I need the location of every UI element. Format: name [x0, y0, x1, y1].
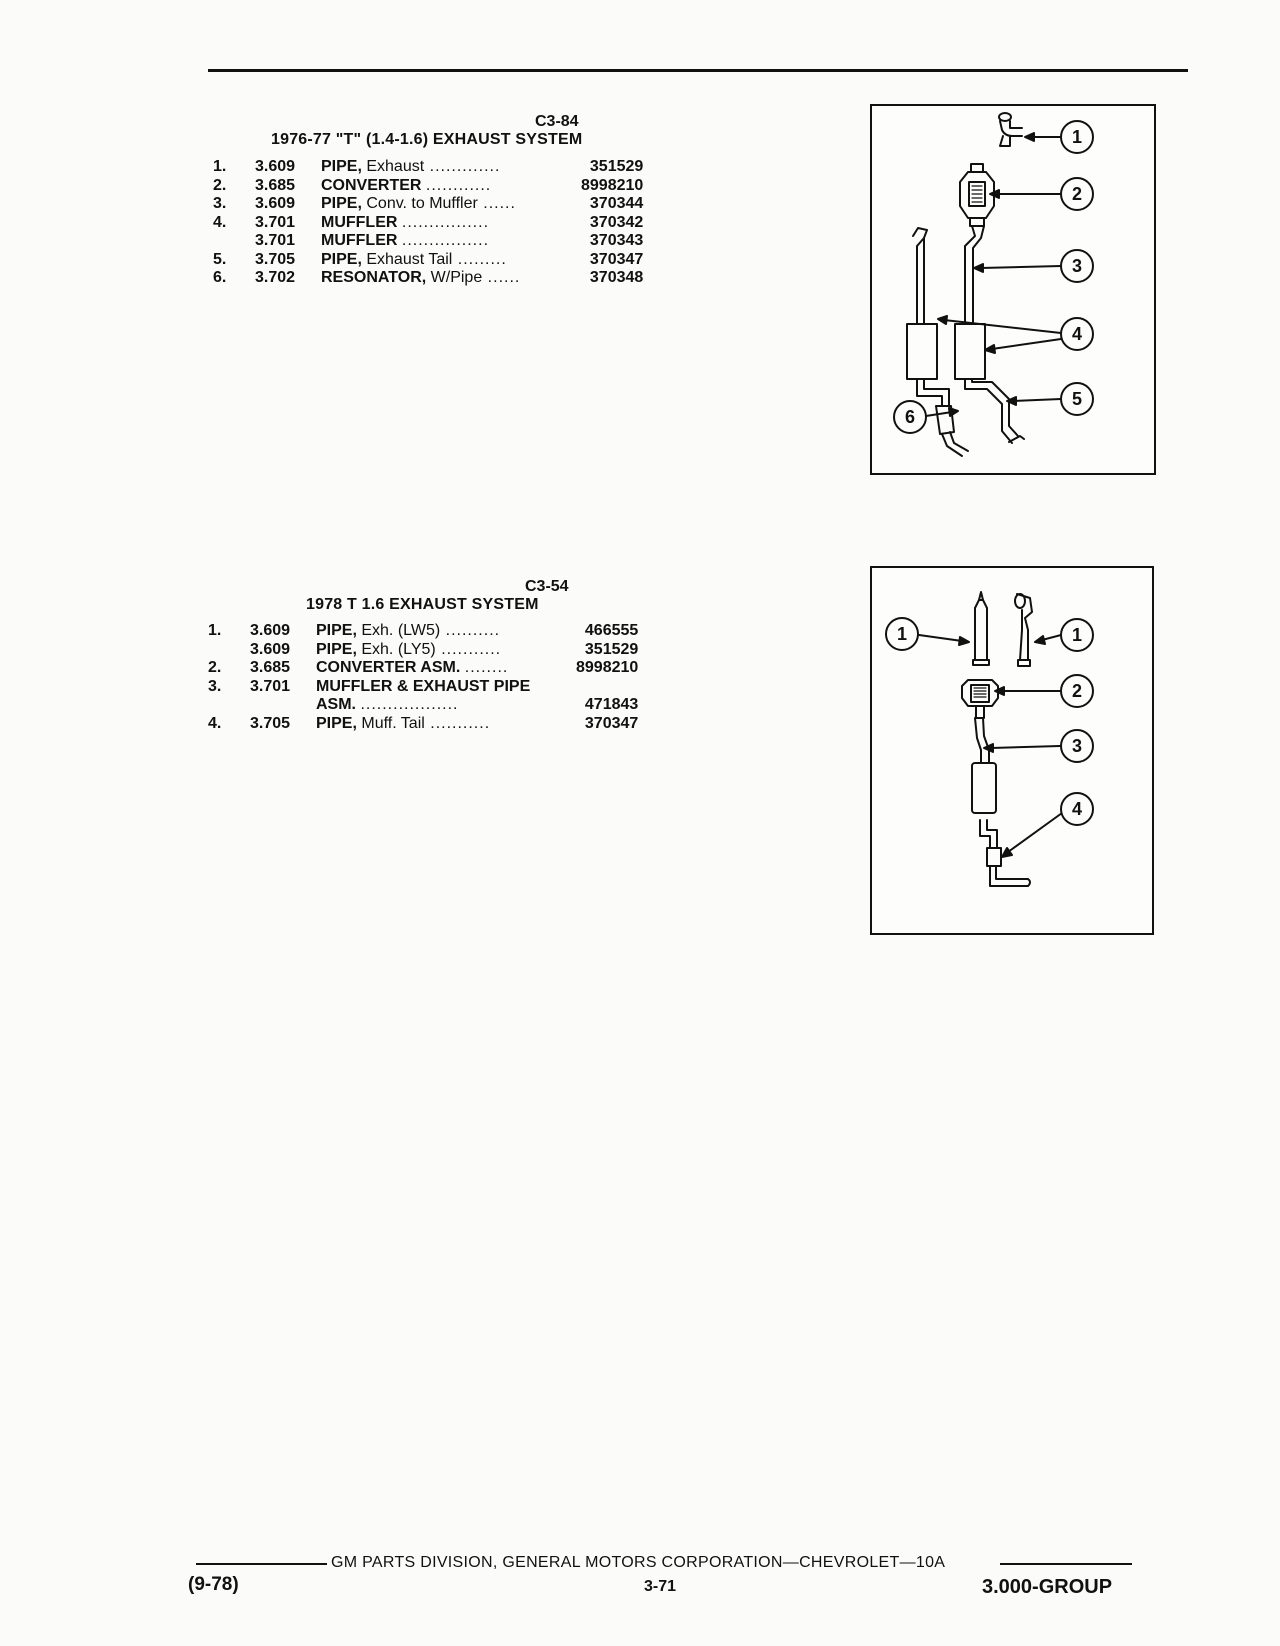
page-number: 3-71: [644, 1578, 677, 1595]
part-number: 370343: [589, 232, 644, 249]
part-description: [321, 177, 581, 196]
leader-dots: ......: [482, 269, 521, 286]
callout-label: 2: [1071, 184, 1083, 204]
part-description: [316, 715, 576, 734]
part-number: 370347: [589, 250, 644, 268]
group-number: [250, 696, 316, 715]
part-number: 370342: [589, 213, 644, 231]
callout-label: 2: [1071, 681, 1083, 701]
leader-dots: .............: [424, 158, 501, 175]
footer-rule-right: [1000, 1563, 1132, 1565]
exhaust-diagram-c3-54: [870, 566, 1154, 935]
group-number: 3.705: [250, 714, 291, 732]
item-number: 2.: [213, 176, 227, 194]
muffler-pipe-drawing: [972, 718, 996, 813]
part-number: 471843: [584, 696, 639, 713]
parts-table: [208, 622, 638, 733]
callout-label: 1: [896, 624, 908, 644]
item-number: 1.: [208, 622, 222, 639]
item-number: [208, 696, 250, 715]
callout-leaders: [926, 133, 1061, 416]
parts-row: [213, 177, 643, 196]
section-code: C3-54: [525, 578, 569, 595]
parts-row: [208, 622, 638, 641]
leader-dots: ..................: [360, 696, 459, 713]
top-rule: [208, 69, 1188, 72]
exhaust-system-illustration: [872, 568, 1152, 933]
parts-row: [208, 696, 638, 715]
footer-division: GM PARTS DIVISION, GENERAL MOTORS CORPORATION—CHEVROLET—10A: [331, 1554, 946, 1571]
parts-row: [208, 659, 638, 678]
item-number: 3.: [208, 677, 222, 695]
group-number: 3.685: [255, 176, 296, 194]
part-name: CONVERTER ASM.: [316, 659, 461, 676]
leader-dots: ......: [477, 195, 516, 212]
leader-dots: ................: [401, 232, 490, 249]
section-code: C3-84: [535, 113, 579, 130]
footer-group: 3.000-GROUP: [982, 1576, 1113, 1598]
part-number: 8998210: [576, 659, 639, 676]
parts-row: [213, 232, 643, 251]
part-number: 351529: [589, 158, 644, 175]
item-number: 2.: [208, 659, 222, 676]
parts-row: [213, 214, 643, 233]
part-name: MUFFLER & EXHAUST PIPE: [316, 677, 531, 695]
part-description: [321, 214, 581, 233]
part-name: PIPE,: [321, 158, 362, 175]
parts-row: [213, 251, 643, 270]
part-number: 466555: [584, 622, 639, 639]
item-number: 4.: [213, 213, 227, 231]
part-number: [576, 678, 638, 697]
group-number: 3.701: [255, 213, 296, 231]
parts-table: [213, 158, 643, 288]
part-name: PIPE,: [316, 622, 357, 639]
leader-dots: ..........: [440, 622, 501, 639]
item-number: 3.: [213, 195, 227, 212]
group-number: 3.701: [250, 677, 291, 695]
callout-label: 3: [1071, 256, 1083, 276]
item-number: 4.: [208, 714, 222, 732]
part-name: MUFFLER: [321, 232, 398, 249]
part-description: [316, 622, 576, 641]
parts-row: [208, 678, 638, 697]
leader-dots: ................: [401, 213, 490, 231]
part-detail: Exh. (LW5): [361, 622, 441, 639]
group-number: 3.685: [250, 659, 291, 676]
converter-drawing: [960, 164, 994, 226]
exhaust-system-illustration: [872, 106, 1154, 473]
footer-rule-left: [196, 1563, 327, 1565]
leader-dots: ........: [464, 659, 509, 676]
part-number: 351529: [584, 640, 639, 658]
part-name: PIPE,: [316, 714, 357, 732]
parts-row: [213, 158, 643, 177]
part-number: 8998210: [581, 176, 644, 194]
leader-dots: ...........: [435, 640, 502, 658]
part-detail: Conv. to Muffler: [366, 195, 478, 212]
parts-list: [213, 158, 643, 288]
item-number: [213, 232, 255, 251]
exhaust-pipe-ly5-drawing: [1015, 594, 1032, 666]
exhaust-diagram-c3-84: [870, 104, 1156, 475]
part-name: PIPE,: [321, 250, 362, 268]
callout-label: 1: [1071, 127, 1083, 147]
part-description: [316, 641, 576, 660]
callout-label: 6: [904, 407, 916, 427]
item-number: 1.: [213, 158, 227, 175]
callout-label: 1: [1071, 625, 1083, 645]
callout-label: 3: [1071, 736, 1083, 756]
exhaust-pipe-drawing: [999, 113, 1022, 146]
part-description: [321, 251, 581, 270]
part-description: [316, 659, 576, 678]
parts-row: [208, 715, 638, 734]
section-title: 1978 T 1.6 EXHAUST SYSTEM: [306, 596, 539, 613]
callout-label: 4: [1071, 324, 1083, 344]
item-number: [208, 641, 250, 660]
group-number: 3.702: [255, 269, 296, 286]
part-description: [316, 678, 576, 697]
part-name: RESONATOR,: [321, 269, 427, 286]
part-description: [321, 232, 581, 251]
part-detail: Exhaust: [366, 158, 425, 175]
part-name: MUFFLER: [321, 213, 398, 231]
part-name: PIPE,: [316, 640, 357, 658]
footer-date: (9-78): [188, 1574, 239, 1595]
part-description: [321, 269, 581, 288]
callout-circles: [886, 618, 1093, 825]
parts-row: [213, 195, 643, 214]
parts-row: [213, 269, 643, 288]
parts-row: [208, 641, 638, 660]
group-number: 3.701: [255, 232, 296, 249]
parts-list: [208, 622, 638, 733]
part-name: PIPE,: [321, 195, 362, 212]
item-number: 5.: [213, 250, 227, 268]
part-number: 370344: [589, 195, 644, 212]
part-detail: W/Pipe: [430, 269, 483, 286]
exhaust-pipe-lw5-drawing: [973, 592, 989, 665]
part-number: 370347: [584, 714, 639, 732]
leader-dots: ............: [425, 176, 492, 194]
part-description: [321, 195, 581, 214]
callout-label: 5: [1071, 389, 1083, 409]
part-number: 370348: [589, 269, 644, 286]
group-number: 3.609: [250, 622, 291, 639]
callout-label: 4: [1071, 799, 1083, 819]
group-number: 3.609: [255, 195, 296, 212]
part-name: ASM.: [316, 696, 356, 713]
group-number: 3.609: [250, 640, 291, 658]
right-exhaust-drawing: [955, 324, 1024, 443]
part-detail: Muff. Tail: [361, 714, 425, 732]
part-detail: Exh. (LY5): [361, 640, 436, 658]
group-number: 3.609: [255, 158, 296, 175]
callout-leaders: [919, 635, 1062, 857]
leader-dots: .........: [452, 250, 507, 268]
part-detail: Exhaust Tail: [366, 250, 453, 268]
leader-dots: ...........: [424, 714, 491, 732]
item-number: 6.: [213, 269, 227, 286]
converter-drawing: [962, 680, 998, 718]
section-title: 1976-77 "T" (1.4-1.6) EXHAUST SYSTEM: [271, 131, 583, 148]
converter-to-muffler-pipe-drawing: [965, 226, 984, 324]
part-name: CONVERTER: [321, 176, 422, 194]
part-description: [321, 158, 581, 177]
group-number: 3.705: [255, 250, 296, 268]
part-description: [316, 696, 576, 715]
